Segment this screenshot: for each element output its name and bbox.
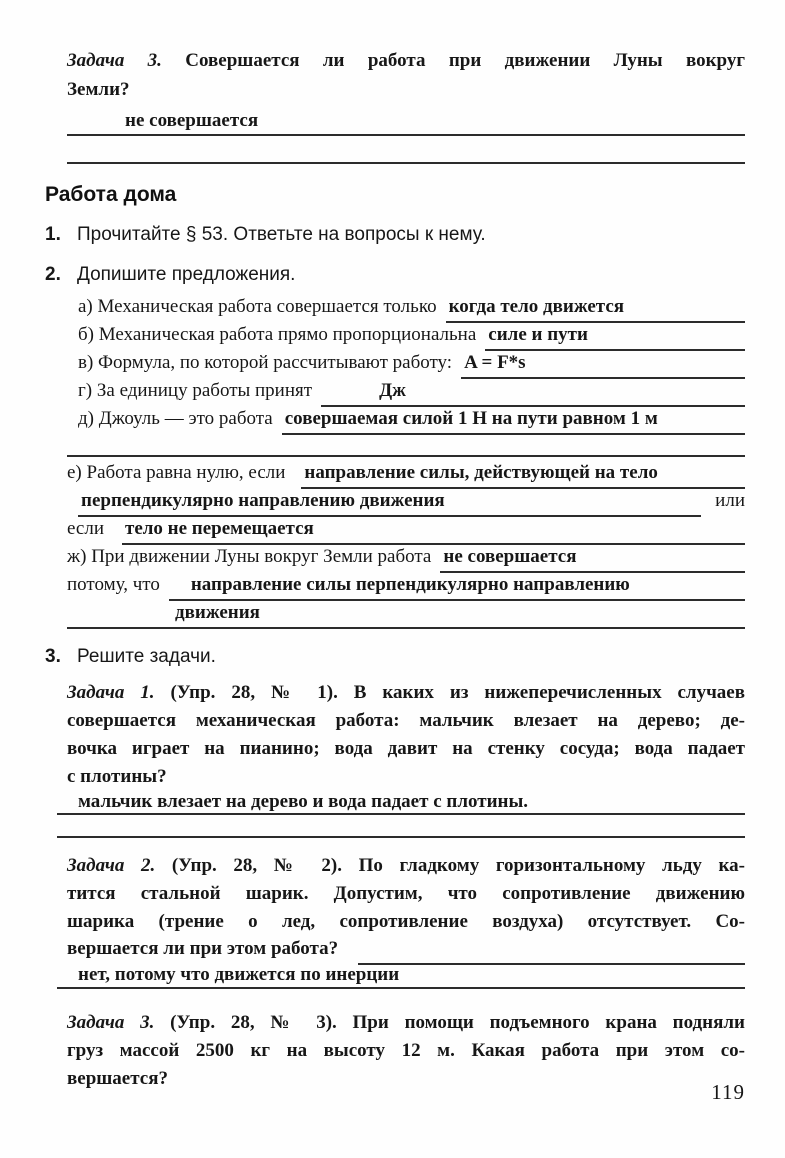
- handwritten-answer: A = F*s: [461, 350, 530, 379]
- item-text: Допишите предложения.: [77, 264, 296, 285]
- completion-row-e-3: [67, 516, 745, 544]
- printed-text: а) Механическая работа совершается только: [78, 296, 437, 317]
- top-task-line2: Земли?: [67, 79, 130, 100]
- ruled-line: [592, 322, 745, 351]
- homework-item-1: [45, 221, 745, 248]
- ruled-line: [634, 572, 745, 601]
- printed-text: г) За единицу работы принят: [78, 380, 313, 401]
- page-number: 119: [711, 1080, 745, 1104]
- task3-line1: [67, 1009, 745, 1037]
- task2-line3: шарика (трение о лед, сопротивление воздуха) отсутствует. Со-: [67, 911, 745, 932]
- printed-text: или: [715, 490, 745, 511]
- printed-text: д) Джоуль — это работа: [78, 408, 273, 429]
- answer-write-line: [67, 109, 745, 136]
- handwritten-answer: направление силы перпендикулярно направлению: [169, 572, 634, 601]
- item-number: 2.: [45, 264, 61, 285]
- task3-line3: вершается?: [67, 1068, 169, 1089]
- completion-row-zh-1: [67, 544, 745, 572]
- blank-ruled-line: [57, 815, 745, 838]
- homework-item-2: [45, 261, 745, 288]
- task-question-text: (Упр. 28, № 3). При помощи подъемного крана подняли: [170, 1012, 745, 1033]
- ruled-line: [580, 544, 745, 573]
- task1-line2: совершается механическая работа: мальчик влезает на дерево; де-: [67, 710, 745, 731]
- ruled-line: [662, 406, 745, 435]
- handwritten-answer: перпендикулярно направлению движения: [78, 488, 449, 517]
- item-number: 3.: [45, 646, 61, 667]
- printed-text: в) Формула, по которой рассчитывают работу:: [78, 352, 453, 373]
- homework-item-3: [45, 643, 745, 670]
- printed-text: потому, что: [67, 574, 160, 595]
- completion-row-d: [78, 406, 745, 434]
- task2-line1: [67, 852, 745, 880]
- handwritten-answer: не совершается: [125, 110, 259, 131]
- completion-row-v: [78, 350, 745, 378]
- completion-row-b: [78, 322, 745, 350]
- ruled-line: [318, 516, 745, 545]
- printed-text: е) Работа равна нулю, если: [67, 462, 286, 483]
- task1-line4: с плотины?: [67, 766, 167, 787]
- ruled-line: [420, 378, 745, 407]
- answer-write-line: [57, 791, 745, 815]
- handwritten-answer: тело не перемещается: [122, 516, 318, 545]
- printed-text: ж) При движении Луны вокруг Земли работа: [67, 546, 432, 567]
- task-question-text: (Упр. 28, № 2). По гладкому горизонтальному льду ка-: [171, 855, 745, 876]
- ruled-line: [449, 488, 702, 517]
- handwritten-answer: Дж: [321, 378, 420, 407]
- task-question-text: (Упр. 28, № 1). В каких из нижеперечисленных случаев: [170, 682, 746, 703]
- completion-row-zh-2: [67, 572, 745, 600]
- section-title: Работа дома: [45, 183, 177, 206]
- task1-line1: [67, 679, 745, 707]
- handwritten-answer: не совершается: [440, 544, 580, 573]
- printed-text: вершается ли при этом работа?: [67, 938, 339, 959]
- handwritten-answer: нет, потому что движется по инерции: [78, 964, 400, 985]
- completion-row-e-2: [78, 488, 745, 516]
- item-text: Решите задачи.: [77, 646, 216, 667]
- completion-row-zh-3: [67, 600, 745, 628]
- task-label: Задача 2.: [67, 855, 156, 876]
- top-task-line1: [67, 46, 745, 75]
- task2-line2: тится стальной шарик. Допустим, что сопротивление движению: [67, 883, 745, 904]
- printed-text: если: [67, 518, 104, 539]
- handwritten-answer: совершаемая силой 1 Н на пути равном 1 м: [282, 406, 662, 435]
- ruled-line: [662, 460, 745, 489]
- handwritten-answer: силе и пути: [485, 322, 592, 351]
- ruled-line: [628, 294, 745, 323]
- item-number: 1.: [45, 224, 61, 245]
- top-task-paragraph: [67, 46, 745, 104]
- completion-row-e-1: [67, 460, 745, 488]
- task-label: Задача 3.: [67, 1012, 155, 1033]
- ruled-line: [358, 936, 745, 965]
- handwritten-answer: мальчик влезает на дерево и вода падает с плотины.: [78, 791, 529, 812]
- task1-line3: вочка играет на пианино; вода давит на стенку сосуда; вода падает: [67, 738, 745, 759]
- task-label: Задача 3.: [67, 50, 162, 71]
- task1-paragraph: [67, 679, 745, 791]
- completion-row-a: [78, 294, 745, 322]
- handwritten-answer: направление силы, действующей на тело: [301, 460, 661, 489]
- task3-line2: груз массой 2500 кг на высоту 12 м. Какая работа при этом со-: [67, 1040, 745, 1061]
- ruled-line: [530, 350, 745, 379]
- handwritten-answer: движения: [67, 600, 745, 629]
- completion-row-g: [78, 378, 745, 406]
- blank-ruled-line: [67, 434, 745, 457]
- task2-line4: [67, 936, 745, 964]
- task-label: Задача 1.: [67, 682, 155, 703]
- printed-text: б) Механическая работа прямо пропорциональна: [78, 324, 477, 345]
- task-question-text: Совершается ли работа при движении Луны вокруг: [185, 50, 745, 71]
- handwritten-answer: когда тело движется: [446, 294, 628, 323]
- task3-paragraph: [67, 1009, 745, 1093]
- task2-paragraph: [67, 852, 745, 936]
- item-text: Прочитайте § 53. Ответьте на вопросы к нему.: [77, 224, 486, 245]
- answer-write-line: [57, 964, 745, 989]
- blank-ruled-line: [67, 136, 745, 164]
